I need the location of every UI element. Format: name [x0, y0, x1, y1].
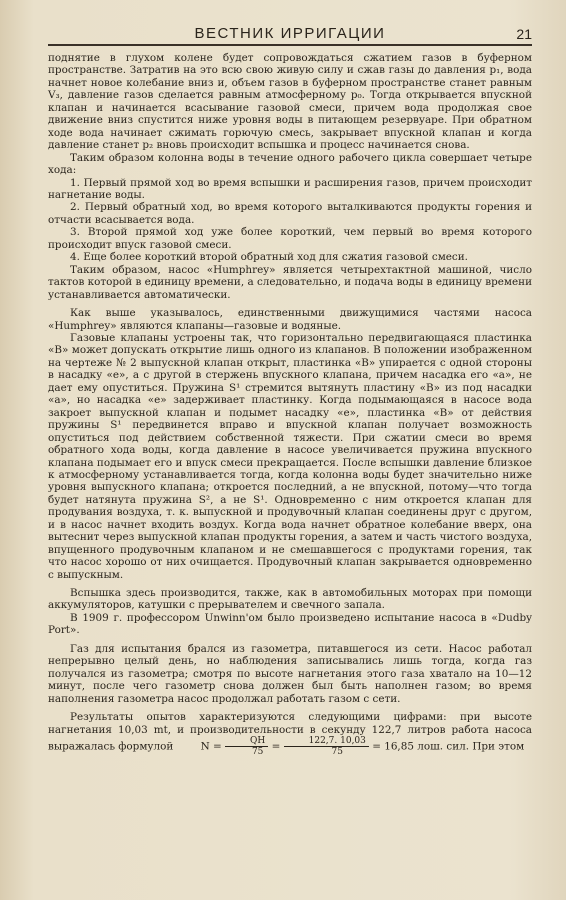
paragraph: Газ для испытания брался из газометра, питавшегося из сети. Насос работал непрерывно целый день, но наблюдения записывались лишь тогда, когда газ получался из газометра; смотря по высоте нагнетания этого газа хватало на 10—12 минут, после чего газометр снова должен был быть наполнен газом; во время наполнения газометра насос продолжал работать газом с сети. [48, 642, 532, 705]
list-item: 2. Первый обратный ход, во время которого выталкиваются продукты горения и отчасти всасывается вода. [48, 201, 532, 226]
formula-fraction-1 [225, 736, 268, 757]
list-item: 1. Первый прямой ход во время вспышки и расширения газов, причем происходит нагнетание воды. [48, 176, 532, 201]
paragraph: В 1909 г. профессором Unwinn'ом было произведено испытание насоса в «Dudby Port». [48, 611, 532, 637]
list-item: 4. Еще более короткий второй обратный ход для сжатия газовой смеси. [70, 251, 468, 264]
fraction-denominator: 75 [331, 747, 343, 758]
paragraph: Таким образом, насос «Humphrey» является четырехтактной машиной, число тактов которой в единицу времени, а следовательно, и подача воды в единицу времени устанавливается автоматически. [48, 263, 532, 301]
formula-lhs: N = [200, 740, 222, 753]
paragraph: Газовые клапаны устроены так, что горизонтально передвигающаяся пластинка «B» может допускать открытие лишь одного из клапанов. В положении изображенном на чертеже № 2 выпускной клапан открыт, пластинка «B» упирается с одной стороны в насадку «е», а с другой в стержень впускного клапана, причем насадка его «a», не дает ему опуститься. Пружина S¹ стремится вытянуть пластину «B» из под насадки «a», но насадка «е» задерживает пластинку. Когда подымающаяся в насосе вода закроет выпускной клапан и подымет насадку «е», пластинка «B» от действия пружины S¹ передвинется вправо и впускной клапан получает возможность опуститься под действием собственной тяжести. При сжатии смеси во время обратного хода воды, когда давление в насосе увеличивается пружина впускного клапана подымает его и впуск смеси прекращается. После вспышки давление близкое к атмосферному устанавливается тогда, когда колонна воды будет значительно ниже уровня выпускного клапана; откроется последний, а не впускной, потому—что тогда будет натянута пружина S², а не S¹. Одновременно с ним откроется клапан для продувания воздуха, т. к. выпускной и продувочный клапан соединены друг с другом, и в насос начнет входить воздух. Когда вода начнет обратное колебание вверх, она вытеснит через выпускной клапан продукты горения, а затем и часть чистого воздуха, впущенного продувочным клапаном и не смешавшегося с продуктами горения, так что насос хорошо от них очищается. Продувочный клапан закрывается одновременно с выпускным. [48, 331, 532, 581]
paragraph: Как выше указывалось, единственными движущимися частями насоса «Humphrey» являются клапаны—газовые и водяные. [48, 307, 532, 332]
formula-result: = 16,85 лош. сил. При этом [372, 740, 525, 753]
formula-fraction-2 [284, 736, 369, 757]
running-header [48, 22, 532, 46]
power-formula [179, 736, 525, 757]
journal-title: ВЕСТНИК ИРРИГАЦИИ [194, 25, 386, 42]
article-body [48, 52, 532, 757]
paragraph: поднятие в глухом колене будет сопровождаться сжатием газов в буферном пространстве. Затратив на это всю свою живую силу и сжав газы до давления p₁, вода начнет новое колебание вниз и, объем газов в буферном пространстве станет равным V₃, давление газов сделается равным атмосферному p₀. Тогда открывается впускной клапан и начинается всасывание газовой смеси, причем вода продолжая свое движение вниз спустится ниже уровня воды в питающем резервуаре. При обратном ходе вода начинает сжимать горючую смесь, закрывает впускной клапан и когда давление станет p₂ вновь происходит вспышка и процесс начинается снова. [48, 52, 532, 152]
formula-equals: = [271, 740, 281, 753]
paragraph-text: Результаты опытов характеризуются следующими цифрами: при высоте нагнетания 10,03 mt, и производительности в секунду 122,7 литров работа насоса выражалась формулой [48, 711, 532, 753]
page-number: 21 [516, 26, 532, 42]
fraction-numerator: QH [225, 736, 268, 747]
paragraph: Таким образом колонна воды в течение одного рабочего цикла совершает четыре хода: [48, 151, 532, 177]
fraction-denominator: 75 [251, 747, 264, 758]
paragraph: Вспышка здесь производится, также, как в автомобильных моторах при помощи аккумуляторов, катушки с прерывателем и свечного запала. [48, 587, 532, 612]
paragraph-with-formula [48, 711, 532, 757]
fraction-numerator: 122,7. 10,03 [284, 736, 369, 747]
list-item: 3. Второй прямой ход уже более короткий, чем первый во время которого происходит впуск газовой смеси. [48, 226, 532, 251]
